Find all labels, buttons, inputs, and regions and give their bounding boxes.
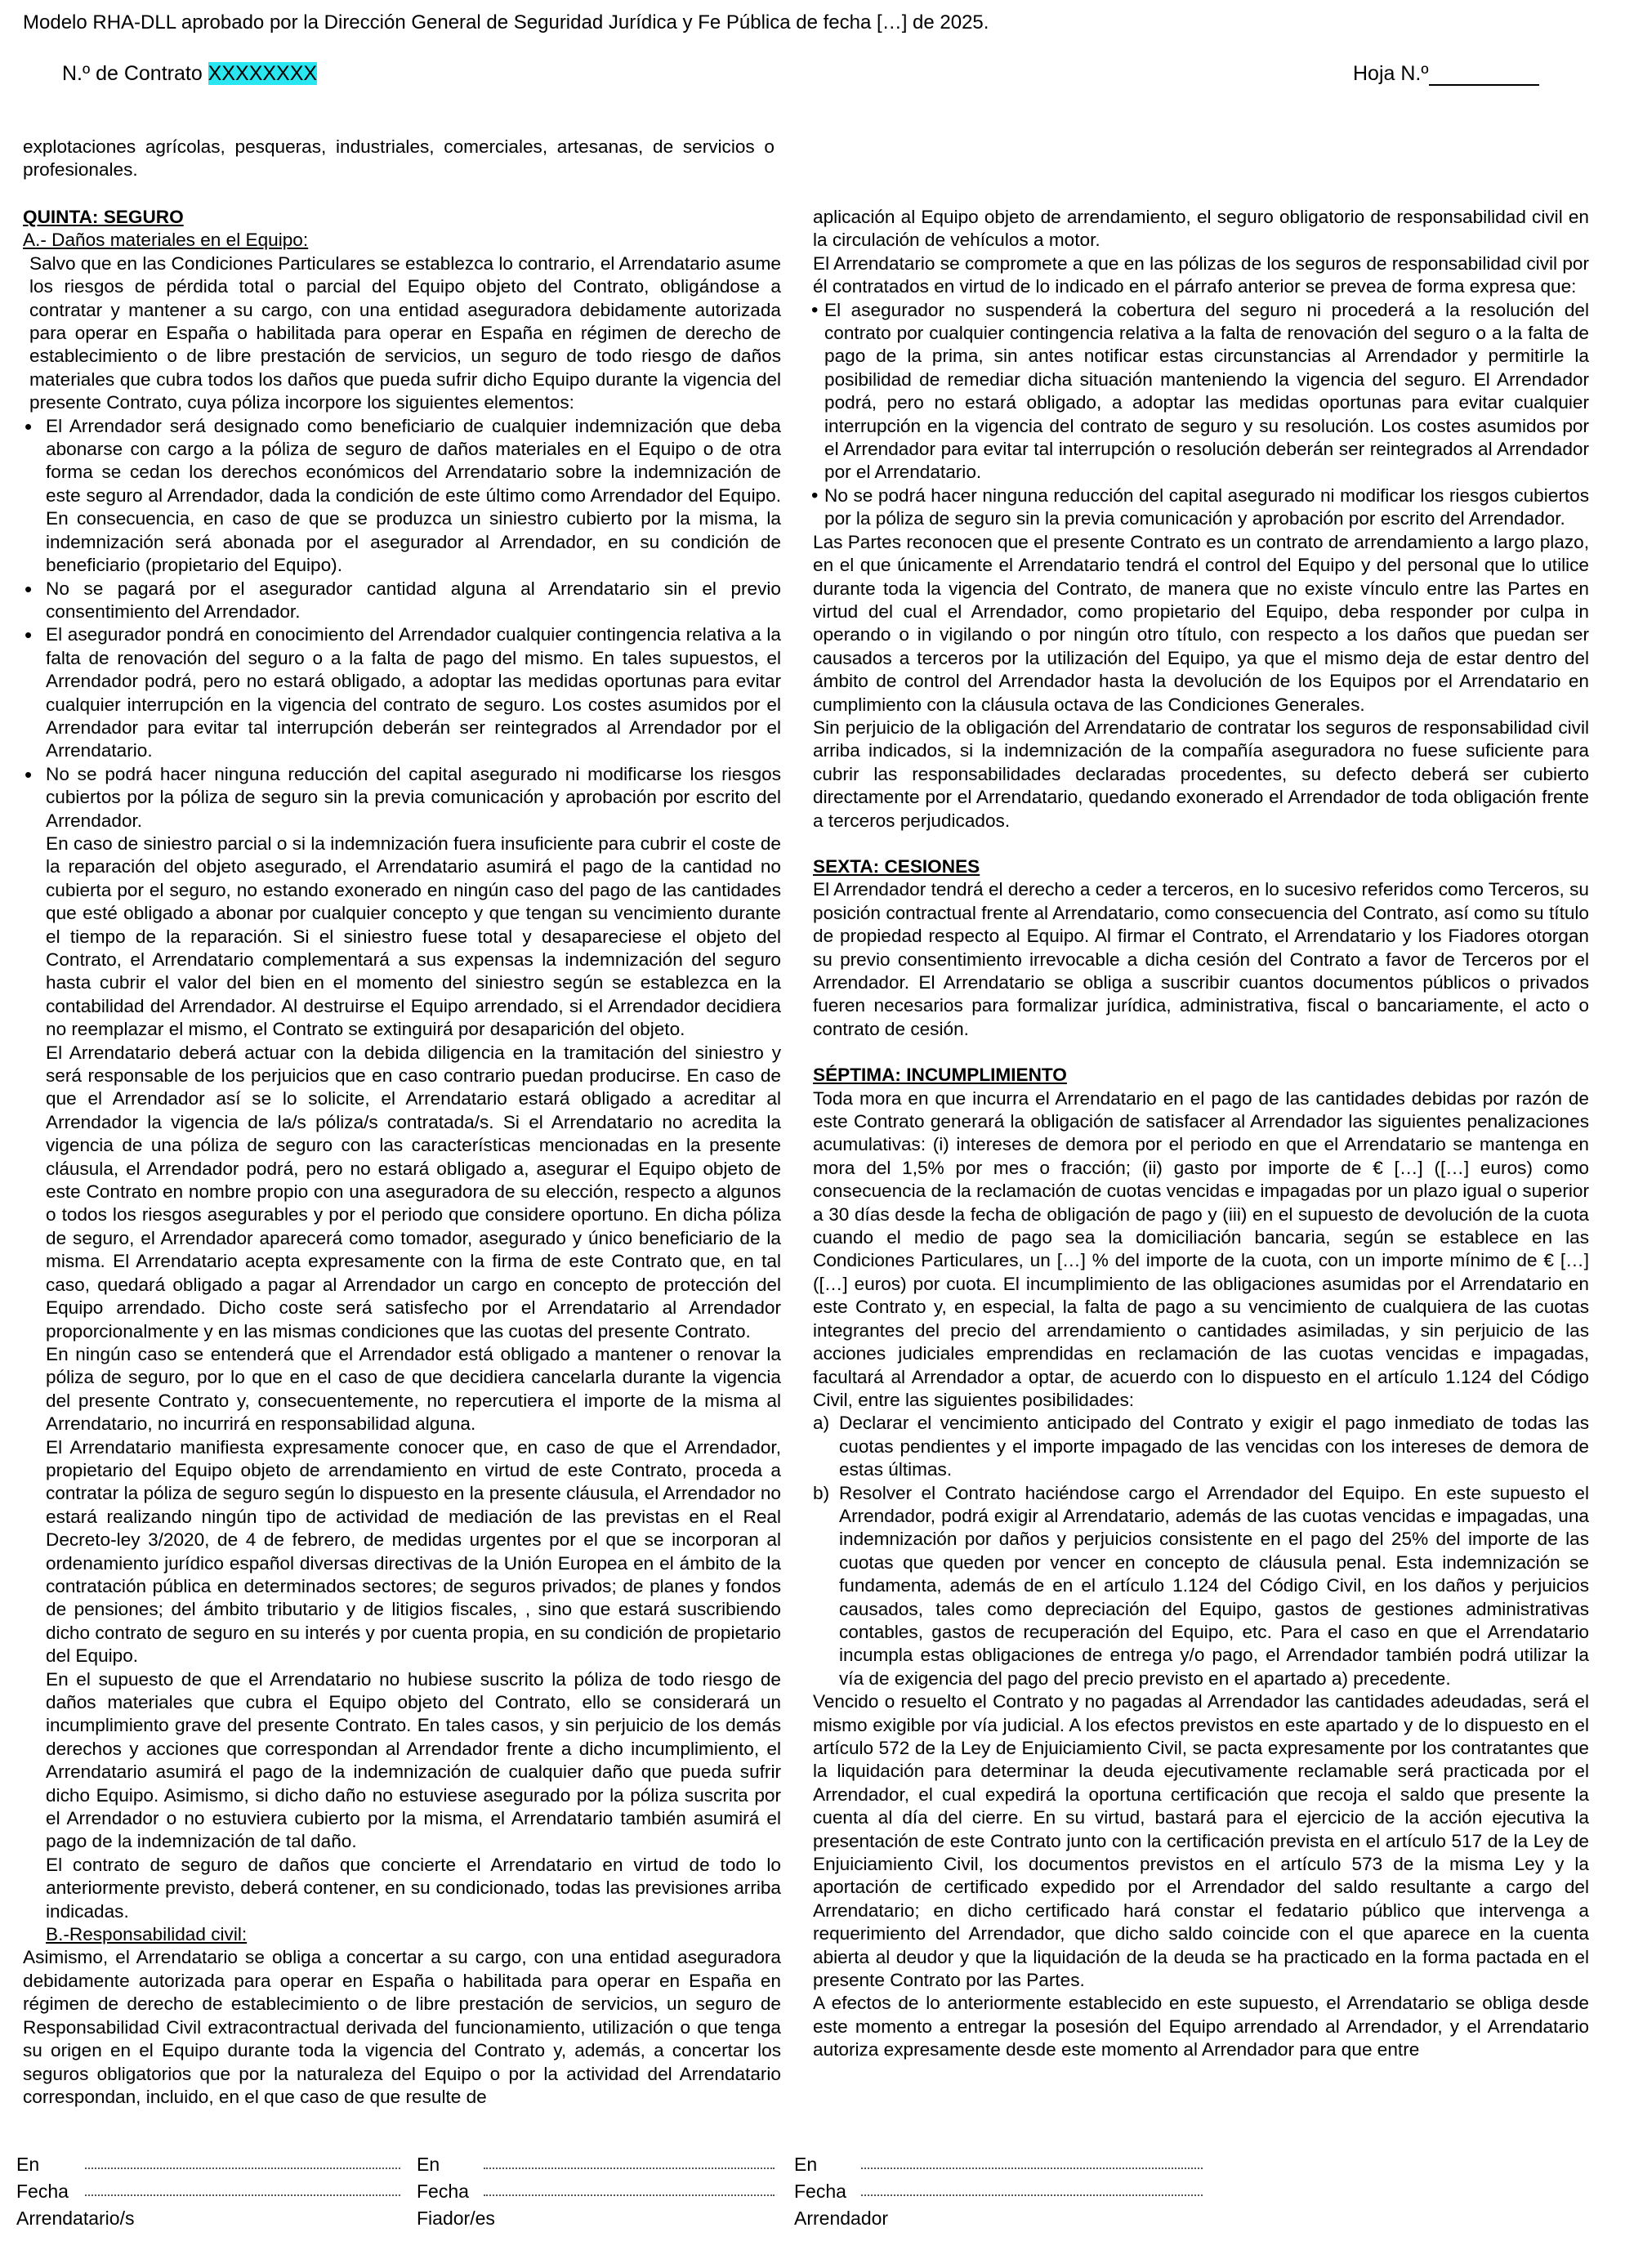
left-column [23, 206, 781, 2109]
paragraph: Asimismo, el Arrendatario se obliga a concertar a su cargo, con una entidad aseguradora debidamente autorizada para operar en España o habilitada para operar en España en régimen de derecho de establecimiento o de libre prestación de servicios, un seguro de Responsabilidad Civil extracontractual derivada del funcionamiento, utilización o que tenga su origen en el Equipo durante toda la vigencia del Contrato y, además, a concertar los seguros obligatorios que por la naturaleza del Equipo o por la actividad del Arrendatario correspondan, incluido, en el que caso de que resulte de [23, 1947, 781, 2107]
list-item [813, 1482, 1589, 1691]
signature-block-guarantor [417, 2151, 495, 2232]
signer-label: Arrendatario/s [16, 2208, 135, 2229]
signature-block-tenant [16, 2151, 134, 2232]
paragraph: Sin perjuicio de la obligación del Arrendatario de contratar los seguros de responsabilidad civil arriba indicados, si la indemnización de la compañía aseguradora no fuese suficiente para cubrir las responsabilidades declaradas procedentes, su defecto deberá ser cubierto directamente por el Arrendatario, quedando exonerado el Arrendador de toda obligación frente a terceros perjudicados. [813, 717, 1589, 831]
signer-label: Fiador/es [417, 2208, 495, 2229]
date-label: Fecha [417, 2181, 469, 2202]
list-item [813, 1412, 1589, 1481]
place-blank [484, 2168, 775, 2169]
list-item: • El asegurador no suspenderá la cobertura del seguro ni procederá a la resolución del contrato por cualquier contingencia relativa a la falta de renovación del seguro o a la falta de pago de la prima, sin antes notificar estas circunstancias al Arrendador y permitirle la posibilidad de remediar dicha situación manteniendo la vigencia del seguro. El Arrendador podrá, pero no estará obligado, a adoptar las medidas oportunas para evitar cualquier interrupción en la vigencia del contrato de seguro y su resolución. Los costes asumidos por el Arrendador para evitar tal interrupción o resolución deberán ser reintegrados al Arrendador por el Arrendatario. [813, 299, 1589, 484]
sheet-number-line [1353, 62, 1539, 86]
place-label: En [16, 2154, 40, 2175]
list-item: • No se podrá hacer ninguna reducción del capital asegurado ni modificarse los riesgos cubiertos por la póliza de seguro sin la previa comunicación y aprobación por escrito del Arrendador. [23, 763, 781, 833]
paragraph: En el supuesto de que el Arrendatario no hubiese suscrito la póliza de todo riesgo de daños materiales que cubra el Equipo objeto del Contrato, ello se considerará un incumplimiento grave del presente Contrato. En tales casos, y sin perjuicio de los demás derechos y acciones que correspondan al Arrendador frente a dicho incumplimiento, el Arrendatario asumirá el pago de la indemnización de cualquier daño que pueda sufrir dicho Equipo. Asimismo, si dicho daño no estuviese asegurado por la póliza suscrita por el Arrendador o no estuviera cubierto por la misma, el Arrendatario también asumirá el pago de la indemnización de tal daño. [46, 1668, 781, 1852]
paragraph: A efectos de lo anteriormente establecido en este supuesto, el Arrendatario se obliga desde este momento a entregar la posesión del Equipo arrendado al Arrendador, y el Arrendatario autoriza expresamente desde este momento al Arrendador para que entre [813, 1993, 1589, 2060]
date-blank [85, 2194, 400, 2196]
list-item-text: Declarar el vencimiento anticipado del Contrato y exigir el pago inmediato de todas las cuotas pendientes y el importe impagado de las vencidas con los intereses de demora de estas últimas. [839, 1413, 1589, 1480]
bullet-list-liability [813, 299, 1589, 531]
paragraph: aplicación al Equipo objeto de arrendamiento, el seguro obligatorio de responsabilidad civil en la circulación de vehículos a motor. [813, 207, 1589, 251]
section-heading-septima: SÉPTIMA: INCUMPLIMIENTO [813, 1065, 1067, 1086]
signature-block-lessor [794, 2151, 888, 2232]
option-list [813, 1412, 1589, 1690]
signer-label: Arrendador [794, 2208, 889, 2229]
paragraph: Las Partes reconocen que el presente Contrato es un contrato de arrendamiento a largo plazo, en el que únicamente el Arrendatario tendrá el control del Equipo y del personal que lo utilice durante toda la vigencia del Contrato, de manera que no existe vínculo entre las Partes en virtud del cual el Arrendador, como propietario del Equipo, deba responder por culpa in operando o in vigilando o por ningún otro título, con respecto a los daños que puedan ser causados a terceros por la utilización del Equipo, ya que el mismo deja de estar dentro del ámbito de control del Arrendador hasta la devolución de los Equipos por el Arrendatario en cumplimiento con la cláusula octava de las Condiciones Generales. [813, 531, 1589, 715]
paragraph: Vencido o resuelto el Contrato y no pagadas al Arrendador las cantidades adeudadas, será el mismo exigible por vía judicial. A los efectos previstos en este apartado y de lo dispuesto en el artículo 572 de la Ley de Enjuiciamiento Civil, se pacta expresamente por los contratantes que la liquidación para determinar la deuda ejecutivamente reclamable será practicada por el Arrendador, el cual expedirá la oportuna certificación que recoja el saldo que presente la cuenta al día del cierre. En su virtud, bastará para el ejercicio de la acción ejecutiva la presentación de este Contrato junto con la certificación prevista en el artículo 517 de la Ley de Enjuiciamiento Civil, los documentos previstos en el artículo 573 de la misma Ley y la aportación de certificado expedido por el Arrendador del saldo resultante a cargo del Arrendatario; en dicho certificado hará constar el fedatario público que intervenga a requerimiento del Arrendador, que dicho saldo coincide con el que aparece en la cuenta abierta al deudor y que la liquidación de la deuda se ha practicado en la forma pactada en el presente Contrato por las Partes. [813, 1691, 1589, 1991]
section-heading-sexta: SEXTA: CESIONES [813, 855, 980, 877]
list-item: • No se podrá hacer ninguna reducción del capital asegurado ni modificar los riesgos cubiertos por la póliza de seguro sin la previa comunicación y aprobación por escrito del Arrendador. [813, 484, 1589, 531]
contract-number-label: N.º de Contrato [62, 62, 203, 85]
paragraph: El Arrendatario deberá actuar con la debida diligencia en la tramitación del siniestro y será responsable de los perjuicios que en caso contrario puedan producirse. En caso de que el Arrendador así se lo solicite, el Arrendatario estará obligado a acreditar al Arrendador la vigencia de la/s póliza/s contratada/s. Si el Arrendatario no acredita la vigencia de una póliza de seguro con las características mencionadas en la presente cláusula, el Arrendador podrá, pero no estará obligado a, asegurar el Equipo objeto de este Contrato en nombre propio con una aseguradora de su elección, respecto a algunos o todos los riesgos asegurables y por el periodo que considere oportuno. En dicha póliza de seguro, el Arrendador aparecerá como tomador, asegurado y único beneficiario de la misma. El Arrendatario acepta expresamente con la firma de este Contrato que, en tal caso, quedará obligado a pagar al Arrendador un cargo en concepto de protección del Equipo arrendado. Dicho coste será satisfecho por el Arrendatario al Arrendador proporcionalmente y en las mismas condiciones que las cuotas del presente Contrato. [46, 1042, 781, 1342]
paragraph: Toda mora en que incurra el Arrendatario en el pago de las cantidades debidas por razón de este Contrato generará la obligación de satisfacer al Arrendador las siguientes penalizaciones acumulativas: (i) intereses de demora por el periodo en que el Arrendatario se mantenga en mora del 1,5% por mes o fracción; (ii) gasto por importe de € […] ([…] euros) como consecuencia de la reclamación de cuotas vencidas e impagadas por un plazo igual o superior a 30 días desde la fecha de obligación de pago y (iii) en el supuesto de devolución de la cuota cuando el medio de pago sea la domiciliación bancaria, según se establece en las Condiciones Particulares, un […] % del importe de la cuota, con un importe mínimo de € […] ([…] euros) por cuota. El incumplimiento de las obligaciones asumidas por el Arrendatario en este Contrato y, en especial, la falta de pago a su vencimiento de cualquiera de las cuotas integrantes del precio del arrendamiento o cantidades asimiladas, y sin perjuicio de las acciones judiciales emprendidas en reclamación de las cuotas vencidas e impagadas, facultará al Arrendador a optar, de acuerdo con lo dispuesto en el artículo 1.124 del Código Civil, entre las siguientes posibilidades: [813, 1087, 1589, 1410]
intro-paragraph: explotaciones agrícolas, pesqueras, industriales, comerciales, artesanas, de servicios o profesionales. [23, 136, 775, 180]
paragraph: El Arrendatario manifiesta expresamente conocer que, en caso de que el Arrendador, propietario del Equipo objeto de arrendamiento en virtud de este Contrato, proceda a contratar la póliza de seguro según lo dispuesto en la presente cláusula, el Arrendador no estará realizando ningún tipo de actividad de mediación de las previstas en el Real Decreto-ley 3/2020, de 4 de febrero, de medidas urgentes por el que se incorporan al ordenamiento jurídico español diversas directivas de la Unión Europea en el ámbito de la contratación pública en determinados sectores; de seguros privados; de planes y fondos de pensiones; del ámbito tributario y de litigios fiscales, , sino que estará suscribiendo dicho contrato de seguro en su interés y por cuenta propia, en su condición de propietario del Equipo. [46, 1436, 781, 1667]
place-label: En [794, 2154, 818, 2175]
list-marker: a) [813, 1413, 830, 1434]
paragraph: En ningún caso se entenderá que el Arrendador está obligado a mantener o renovar la póliza de seguro, por lo que en el caso de que decidiera cancelarla durante la vigencia del presente Contrato y, consecuentemente, no repercutiera el importe de la misma al Arrendatario, no incurrirá en responsabilidad alguna. [46, 1343, 781, 1435]
date-blank [484, 2194, 775, 2196]
place-label: En [417, 2154, 440, 2175]
subheading-liability: B.-Responsabilidad civil: [46, 1924, 248, 1945]
list-item: • No se pagará por el asegurador cantidad alguna al Arrendatario sin el previo consentimiento del Arrendador. [23, 578, 781, 624]
contract-number-value: XXXXXXXX [208, 62, 318, 85]
section-heading-quinta: QUINTA: SEGURO [23, 207, 184, 227]
model-approval-note: Modelo RHA-DLL aprobado por la Dirección General de Seguridad Jurídica y Fe Pública de fecha […] de 2025. [23, 11, 989, 33]
bullet-list-damage [23, 415, 781, 833]
date-blank [861, 2194, 1203, 2196]
paragraph: El Arrendatario se compromete a que en las pólizas de los seguros de responsabilidad civil por él contratados en virtud de lo indicado en el párrafo anterior se prevea de forma expresa que: [813, 252, 1589, 297]
contract-number-line [62, 62, 317, 86]
sheet-number-blank [1429, 68, 1539, 86]
list-item: • El Arrendador será designado como beneficiario de cualquier indemnización que deba abonarse con cargo a la póliza de seguro de daños materiales en el Equipo o de otra forma se cedan los derechos económicos del Arrendatario sobre la indemnización de este seguro al Arrendador, dada la condición de este último como Arrendador del Equipo. En consecuencia, en caso de que se produzca un siniestro cubierto por la misma, la indemnización será abonada por el asegurador al Arrendador, en su condición de beneficiario (propietario del Equipo). [23, 415, 781, 578]
paragraph: El contrato de seguro de daños que concierte el Arrendatario en virtud de todo lo anteriormente previsto, deberá contener, en su condicionado, todas las previsiones arriba indicadas. [46, 1854, 781, 1922]
subheading-damage: A.- Daños materiales en el Equipo: [23, 230, 309, 251]
list-marker: b) [813, 1482, 830, 1503]
list-item: • El asegurador pondrá en conocimiento del Arrendador cualquier contingencia relativa a la falta de renovación del seguro o a la falta de pago del mismo. En tales supuestos, el Arrendador podrá, pero no estará obligado, a adoptar las medidas oportunas para evitar cualquier interrupción en la vigencia del contrato de seguro. Los costes asumidos por el Arrendador para evitar tal interrupción deberán ser reintegrados al Arrendador por el Arrendatario. [23, 623, 781, 762]
place-blank [861, 2168, 1203, 2169]
place-blank [85, 2168, 400, 2169]
list-item-text: Resolver el Contrato haciéndose cargo el Arrendador del Equipo. En este supuesto el Arrendador, podrá exigir al Arrendatario, además de las cuotas vencidas e impagadas, una indemnización por daños y perjuicios consistente en el pago del 25% del importe de las cuotas que queden por vencer en concepto de cláusula penal. Esta indemnización se fundamenta, además de en el artículo 1.124 del Código Civil, en los daños y perjuicios causados, tales como depreciación del Equipo, gastos de gestiones administrativas contables, gastos de recuperación del Equipo, etc. Para el caso en que el Arrendatario incumpla estas obligaciones de entrega y/o pago, el Arrendador también podrá utilizar la vía de exigencia del pago del precio previsto en el apartado a) precedente. [839, 1482, 1589, 1689]
sheet-number-label: Hoja N.º [1353, 62, 1429, 85]
date-label: Fecha [794, 2181, 846, 2202]
paragraph: En caso de siniestro parcial o si la indemnización fuera insuficiente para cubrir el coste de la reparación del objeto asegurado, el Arrendatario asumirá el pago de la cantidad no cubierta por el seguro, no estando exonerado en ningún caso del pago de las cantidades que esté obligado a abonar por cualquier concepto y que tengan su vencimiento durante el tiempo de la reparación. Si el siniestro fuese total y desapareciese el objeto del Contrato, el Arrendatario complementará a sus expensas la indemnización del seguro hasta cubrir el valor del bien en el momento del siniestro según se establezca en la contabilidad del Arrendador. Al destruirse el Equipo arrendado, si el Arrendador decidiera no reemplazar el mismo, el Contrato se extinguirá por desaparición del objeto. [46, 833, 781, 1040]
right-column [813, 206, 1589, 2062]
date-label: Fecha [16, 2181, 69, 2202]
paragraph: Salvo que en las Condiciones Particulares se establezca lo contrario, el Arrendatario asume los riesgos de pérdida total o parcial del Equipo objeto del Contrato, obligándose a contratar y mantener a su cargo, con una entidad aseguradora debidamente autorizada para operar en España o habilitada para operar en España en régimen de derecho de establecimiento o de libre prestación de servicios, un seguro de todo riesgo de daños materiales que cubra todos los daños que pueda sufrir dicho Equipo durante la vigencia del presente Contrato, cuya póliza incorpore los siguientes elementos: [29, 252, 781, 413]
paragraph: El Arrendador tendrá el derecho a ceder a terceros, en lo sucesivo referidos como Terceros, su posición contractual frente al Arrendatario, como consecuencia del Contrato, así como su título de propiedad respecto al Equipo. Al firmar el Contrato, el Arrendatario y los Fiadores otorgan su previo consentimiento irrevocable a dicha cesión del Contrato a favor de Terceros por el Arrendador. El Arrendatario se obliga a suscribir cuantos documentos públicos o privados fueren necesarios para formalizar jurídica, administrativa, fiscal o bancariamente, el acto o contrato de cesión. [813, 879, 1589, 1039]
